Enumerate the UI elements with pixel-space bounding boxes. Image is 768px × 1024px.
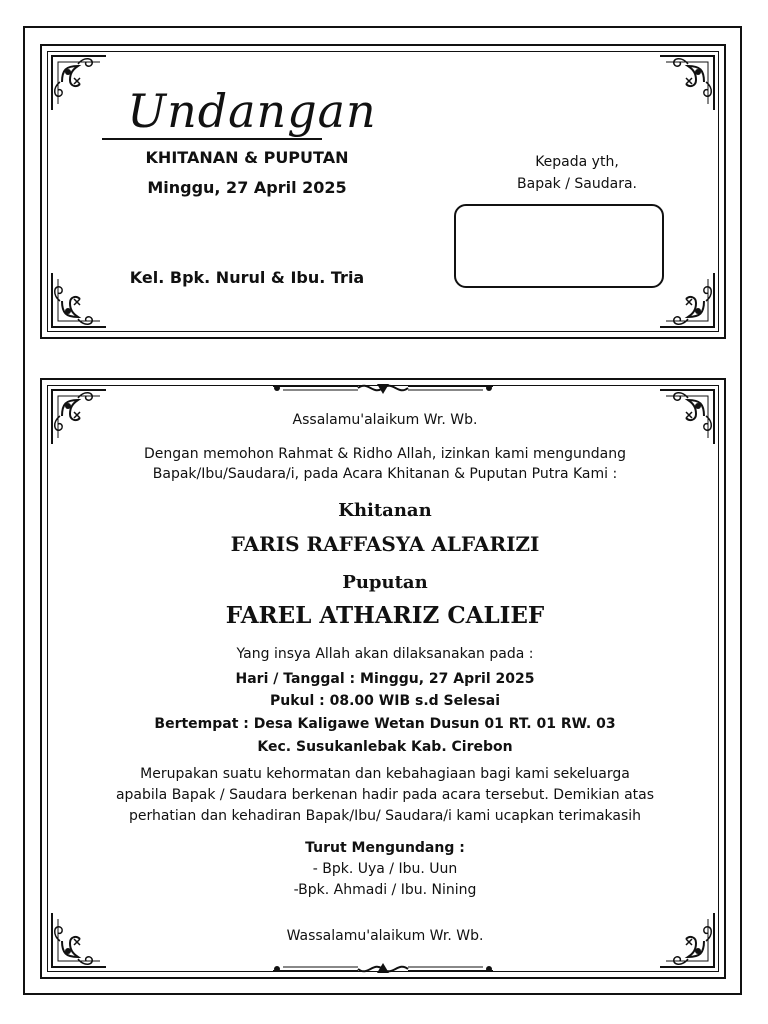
intro-line-1: Dengan memohon Rahmat & Ridho Allah, izinkan kami mengundang <box>144 446 626 462</box>
recipient-heading <box>472 151 682 195</box>
schedule-intro: Yang insya Allah akan dilaksanakan pada : <box>236 646 534 662</box>
turut-label: Turut Mengundang : <box>305 840 465 856</box>
corner-flourish-icon <box>658 52 718 112</box>
corner-flourish-icon <box>658 386 718 446</box>
venue-line-1: Bertempat : Desa Kaligawe Wetan Dusun 01 RT. 01 RW. 03 <box>154 716 616 732</box>
cover-date: Minggu, 27 April 2025 <box>147 178 347 197</box>
closing-line-3: perhatian dan kehadiran Bapak/Ibu/ Saudara/i kami ucapkan terimakasih <box>128 808 642 824</box>
cover-title: Undangan <box>127 84 377 138</box>
closing-line-2: apabila Bapak / Saudara berkenan hadir pada acara tersebut. Demikian atas <box>115 787 655 803</box>
intro-line-2: Bapak/Ibu/Saudara/i, pada Acara Khitanan & Puputan Putra Kami : <box>152 466 618 482</box>
corner-flourish-icon <box>48 386 108 446</box>
date-line: Hari / Tanggal : Minggu, 27 April 2025 <box>235 671 535 687</box>
cover-subtitle: KHITANAN & PUPUTAN <box>145 148 349 167</box>
puputan-label: Puputan <box>342 572 428 593</box>
corner-flourish-icon <box>48 911 108 971</box>
corner-flourish-icon <box>48 271 108 331</box>
puputan-name: FAREL ATHARIZ CALIEF <box>225 602 545 629</box>
center-flourish-icon <box>273 957 493 977</box>
title-underline <box>102 138 322 140</box>
turut-2: -Bpk. Ahmadi / Ibu. Nining <box>293 882 477 898</box>
venue-line-2: Kec. Susukanlebak Kab. Cirebon <box>257 739 513 755</box>
corner-flourish-icon <box>658 271 718 331</box>
time-line: Pukul : 08.00 WIB s.d Selesai <box>269 693 500 709</box>
center-flourish-icon <box>273 380 493 400</box>
corner-flourish-icon <box>48 52 108 112</box>
farewell: Wassalamu'alaikum Wr. Wb. <box>286 928 484 944</box>
greeting: Assalamu'alaikum Wr. Wb. <box>292 412 478 428</box>
turut-1: - Bpk. Uya / Ibu. Uun <box>312 861 458 877</box>
closing-line-1: Merupakan suatu kehormatan dan kebahagiaan bagi kami sekeluarga <box>140 766 630 782</box>
recipient-address-box <box>454 204 664 288</box>
corner-flourish-icon <box>658 911 718 971</box>
khitanan-label: Khitanan <box>338 500 432 521</box>
cover-card <box>40 44 726 339</box>
cover-family: Kel. Bpk. Nurul & Ibu. Tria <box>129 268 365 287</box>
invitation-card <box>40 378 726 979</box>
khitanan-name: FARIS RAFFASYA ALFARIZI <box>230 532 540 556</box>
recipient-line-2: Bapak / Saudara. <box>517 176 637 192</box>
recipient-line-1: Kepada yth, <box>535 154 619 170</box>
